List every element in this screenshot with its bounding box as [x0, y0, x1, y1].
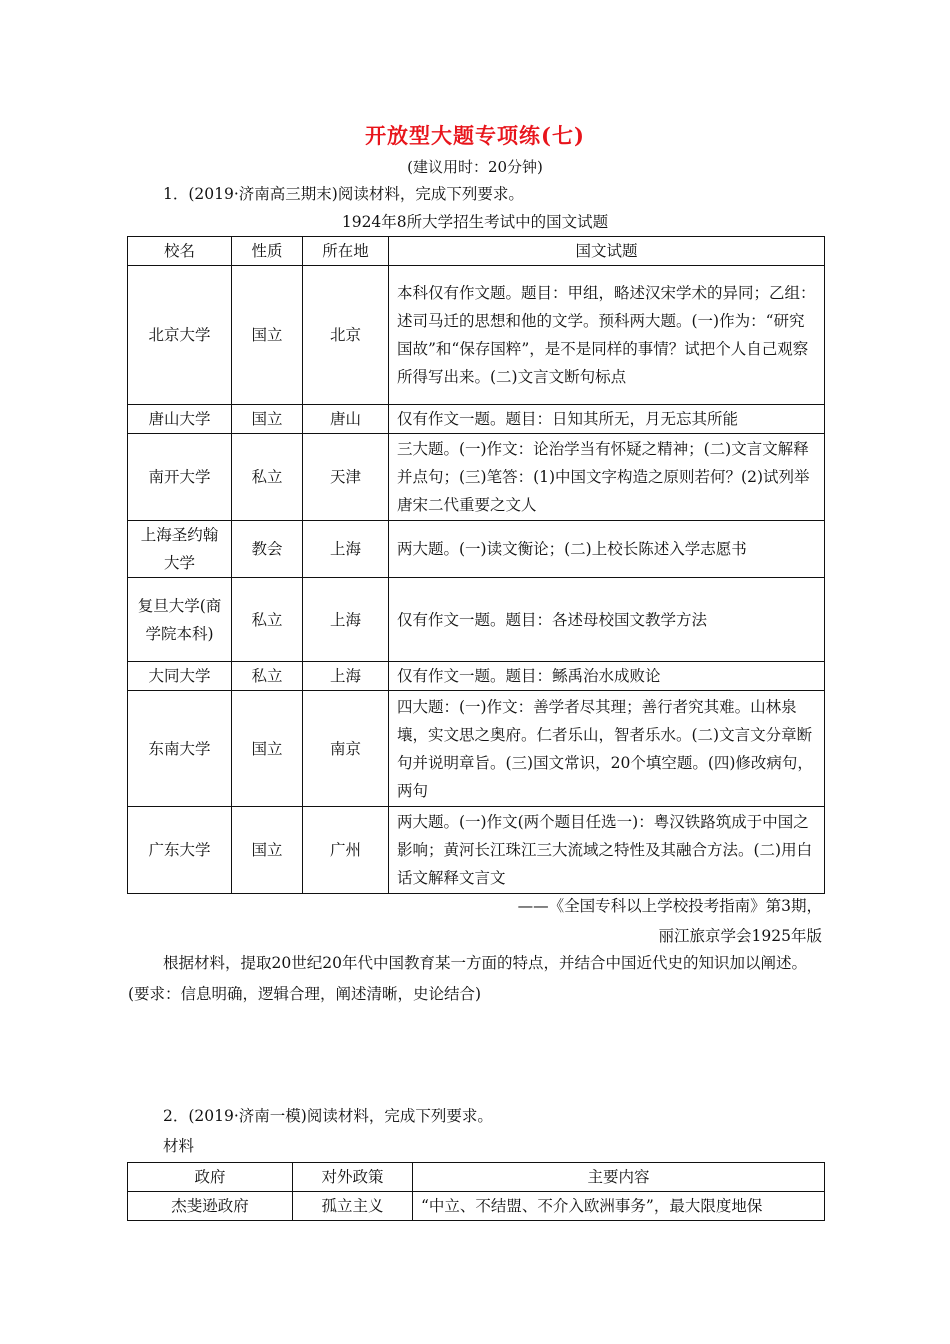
foreign-policy: 孤立主义: [293, 1192, 413, 1221]
table-row: [128, 1192, 825, 1221]
table-row: [128, 405, 825, 434]
source-publisher: 丽江旅京学会1925年版: [658, 927, 822, 945]
school-city: 唐山: [303, 405, 389, 434]
table-row: [128, 266, 825, 405]
exam-content: 四大题：(一)作文：善学者尽其理；善行者究其难。山林泉壤，实文思之奥府。仁者乐山，智者乐水。(二)文言文分章断句并说明章旨。(三)国文常识，20个填空题。(四)修改病句，两句: [389, 691, 825, 807]
exam-content: 两大题。(一)作文(两个题目任选一)：粤汉铁路筑成于中国之影响；黄河长江珠江三大流域之特性及其融合方法。(二)用白话文解释文言文: [389, 807, 825, 894]
table-1-caption: 1924年8所大学招生考试中的国文试题: [341, 213, 609, 231]
school-name: 上海圣约翰大学: [128, 521, 232, 578]
school-name: 唐山大学: [128, 405, 232, 434]
school-city: 上海: [303, 578, 389, 662]
school-name: 大同大学: [128, 662, 232, 691]
school-city: 上海: [303, 662, 389, 691]
column-header: 校名: [128, 237, 232, 266]
material-label: 材料: [163, 1137, 195, 1155]
school-type: 私立: [232, 434, 303, 521]
school-name: 东南大学: [128, 691, 232, 807]
school-city: 上海: [303, 521, 389, 578]
school-name: 南开大学: [128, 434, 232, 521]
exam-content: 两大题。(一)读文衡论；(二)上校长陈述入学志愿书: [389, 521, 825, 578]
policy-content: “中立、不结盟、不介入欧洲事务”，最大限度地保: [413, 1192, 825, 1221]
column-header: 国文试题: [389, 237, 825, 266]
column-header: 政府: [128, 1163, 293, 1192]
table-row: [128, 662, 825, 691]
school-type: 国立: [232, 405, 303, 434]
school-type: 国立: [232, 266, 303, 405]
school-name: 广东大学: [128, 807, 232, 894]
column-header: 对外政策: [293, 1163, 413, 1192]
school-name: 北京大学: [128, 266, 232, 405]
source-citation: ——《全国专科以上学校投考指南》第3期，: [517, 897, 822, 915]
page-title: 开放型大题专项练(七): [365, 123, 585, 148]
table-row: [128, 434, 825, 521]
school-city: 北京: [303, 266, 389, 405]
question-1-prompt: 根据材料，提取20世纪20年代中国教育某一方面的特点，并结合中国近代史的知识加以阐述。(要求：信息明确，逻辑合理，阐述清晰，史论结合): [128, 954, 807, 1003]
school-type: 私立: [232, 662, 303, 691]
exam-content: 本科仅有作文题。题目：甲组，略述汉宋学术的异同；乙组：述司马迁的思想和他的文学。预科两大题。(一)作为：“研究国故”和“保存国粹”，是不是同样的事情？试把个人自己观察所得写出来。(二)文言文断句标点: [389, 266, 825, 405]
question-2-header: 2．(2019·济南一模)阅读材料，完成下列要求。: [163, 1107, 493, 1125]
school-name: 复旦大学(商学院本科): [128, 578, 232, 662]
table-row: [128, 807, 825, 894]
suggested-time: (建议用时：20分钟): [407, 158, 543, 176]
question-1-header: 1．(2019·济南高三期末)阅读材料，完成下列要求。: [163, 185, 524, 203]
school-city: 广州: [303, 807, 389, 894]
government-name: 杰斐逊政府: [128, 1192, 293, 1221]
exam-table: [127, 236, 825, 894]
exam-content: 仅有作文一题。题目：各述母校国文教学方法: [389, 578, 825, 662]
column-header: 性质: [232, 237, 303, 266]
school-city: 天津: [303, 434, 389, 521]
table-row: [128, 578, 825, 662]
table-row: [128, 521, 825, 578]
school-type: 教会: [232, 521, 303, 578]
exam-content: 仅有作文一题。题目：日知其所无，月无忘其所能: [389, 405, 825, 434]
exam-content: 仅有作文一题。题目：鲧禹治水成败论: [389, 662, 825, 691]
column-header: 所在地: [303, 237, 389, 266]
table-row: [128, 691, 825, 807]
school-type: 私立: [232, 578, 303, 662]
column-header: 主要内容: [413, 1163, 825, 1192]
school-type: 国立: [232, 691, 303, 807]
exam-content: 三大题。(一)作文：论治学当有怀疑之精神；(二)文言文解释并点句；(三)笔答：(1)中国文字构造之原则若何？(2)试列举唐宋二代重要之文人: [389, 434, 825, 521]
school-type: 国立: [232, 807, 303, 894]
policy-table: [127, 1162, 825, 1221]
school-city: 南京: [303, 691, 389, 807]
